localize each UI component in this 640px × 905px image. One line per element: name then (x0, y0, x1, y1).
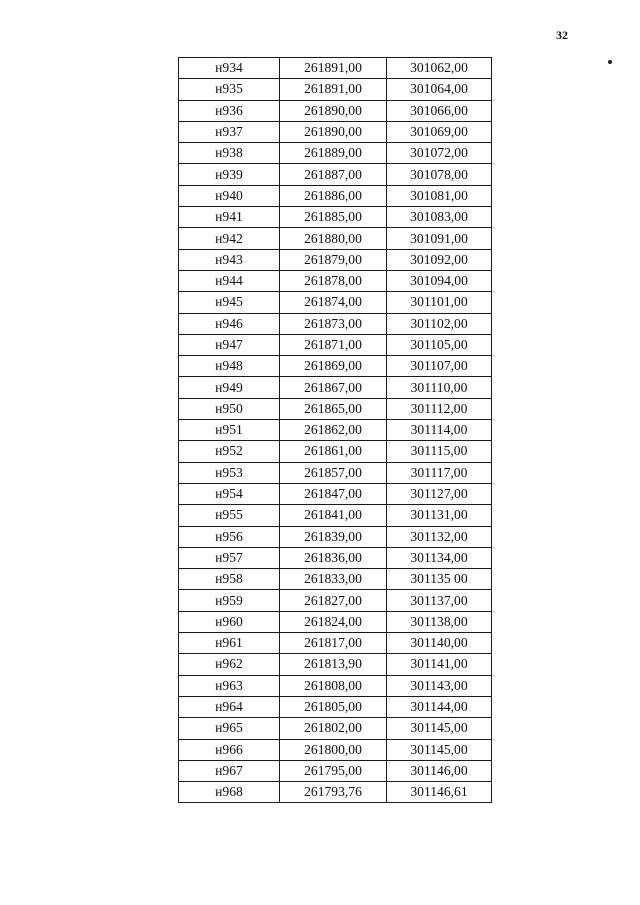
x-coordinate-cell: 261824,00 (280, 611, 387, 632)
point-id-cell: н968 (179, 782, 280, 803)
x-coordinate-cell: 261805,00 (280, 696, 387, 717)
point-id-cell: н965 (179, 718, 280, 739)
y-coordinate-cell: 301127,00 (387, 483, 492, 504)
point-id-cell: н952 (179, 441, 280, 462)
table-row (179, 270, 492, 291)
point-id-cell: н949 (179, 377, 280, 398)
point-id-cell: н936 (179, 100, 280, 121)
table-row (179, 356, 492, 377)
x-coordinate-cell: 261880,00 (280, 228, 387, 249)
point-id-cell: н935 (179, 79, 280, 100)
table-row (179, 483, 492, 504)
point-id-cell: н962 (179, 654, 280, 675)
table-row (179, 633, 492, 654)
coordinates-table (178, 57, 492, 803)
point-id-cell: н938 (179, 143, 280, 164)
point-id-cell: н939 (179, 164, 280, 185)
table-row (179, 739, 492, 760)
table-row (179, 100, 492, 121)
y-coordinate-cell: 301134,00 (387, 547, 492, 568)
point-id-cell: н960 (179, 611, 280, 632)
y-coordinate-cell: 301101,00 (387, 292, 492, 313)
point-id-cell: н946 (179, 313, 280, 334)
point-id-cell: н948 (179, 356, 280, 377)
table-row (179, 143, 492, 164)
point-id-cell: н959 (179, 590, 280, 611)
y-coordinate-cell: 301072,00 (387, 143, 492, 164)
table-row (179, 569, 492, 590)
y-coordinate-cell: 301102,00 (387, 313, 492, 334)
x-coordinate-cell: 261839,00 (280, 526, 387, 547)
x-coordinate-cell: 261865,00 (280, 398, 387, 419)
x-coordinate-cell: 261873,00 (280, 313, 387, 334)
x-coordinate-cell: 261836,00 (280, 547, 387, 568)
y-coordinate-cell: 301145,00 (387, 739, 492, 760)
table-row (179, 228, 492, 249)
y-coordinate-cell: 301107,00 (387, 356, 492, 377)
x-coordinate-cell: 261813,90 (280, 654, 387, 675)
x-coordinate-cell: 261878,00 (280, 270, 387, 291)
y-coordinate-cell: 301132,00 (387, 526, 492, 547)
x-coordinate-cell: 261862,00 (280, 420, 387, 441)
y-coordinate-cell: 301112,00 (387, 398, 492, 419)
point-id-cell: н943 (179, 249, 280, 270)
table-row (179, 547, 492, 568)
table-row (179, 121, 492, 142)
y-coordinate-cell: 301137,00 (387, 590, 492, 611)
table-row (179, 462, 492, 483)
y-coordinate-cell: 301083,00 (387, 207, 492, 228)
x-coordinate-cell: 261833,00 (280, 569, 387, 590)
table-row (179, 292, 492, 313)
y-coordinate-cell: 301110,00 (387, 377, 492, 398)
point-id-cell: н944 (179, 270, 280, 291)
point-id-cell: н964 (179, 696, 280, 717)
table-row (179, 420, 492, 441)
x-coordinate-cell: 261841,00 (280, 505, 387, 526)
point-id-cell: н934 (179, 58, 280, 79)
y-coordinate-cell: 301131,00 (387, 505, 492, 526)
x-coordinate-cell: 261867,00 (280, 377, 387, 398)
point-id-cell: н966 (179, 739, 280, 760)
x-coordinate-cell: 261795,00 (280, 760, 387, 781)
x-coordinate-cell: 261891,00 (280, 79, 387, 100)
y-coordinate-cell: 301140,00 (387, 633, 492, 654)
x-coordinate-cell: 261889,00 (280, 143, 387, 164)
x-coordinate-cell: 261827,00 (280, 590, 387, 611)
y-coordinate-cell: 301078,00 (387, 164, 492, 185)
x-coordinate-cell: 261879,00 (280, 249, 387, 270)
y-coordinate-cell: 301091,00 (387, 228, 492, 249)
table-row (179, 760, 492, 781)
x-coordinate-cell: 261847,00 (280, 483, 387, 504)
point-id-cell: н963 (179, 675, 280, 696)
point-id-cell: н954 (179, 483, 280, 504)
x-coordinate-cell: 261874,00 (280, 292, 387, 313)
x-coordinate-cell: 261857,00 (280, 462, 387, 483)
y-coordinate-cell: 301092,00 (387, 249, 492, 270)
table-row (179, 696, 492, 717)
point-id-cell: н947 (179, 334, 280, 355)
y-coordinate-cell: 301146,61 (387, 782, 492, 803)
point-id-cell: н942 (179, 228, 280, 249)
y-coordinate-cell: 301141,00 (387, 654, 492, 675)
y-coordinate-cell: 301143,00 (387, 675, 492, 696)
table-row (179, 377, 492, 398)
point-id-cell: н967 (179, 760, 280, 781)
table-row (179, 164, 492, 185)
point-id-cell: н961 (179, 633, 280, 654)
point-id-cell: н950 (179, 398, 280, 419)
point-id-cell: н941 (179, 207, 280, 228)
y-coordinate-cell: 301105,00 (387, 334, 492, 355)
table-row (179, 313, 492, 334)
x-coordinate-cell: 261808,00 (280, 675, 387, 696)
x-coordinate-cell: 261817,00 (280, 633, 387, 654)
y-coordinate-cell: 301138,00 (387, 611, 492, 632)
y-coordinate-cell: 301066,00 (387, 100, 492, 121)
table-row (179, 526, 492, 547)
table-row (179, 185, 492, 206)
y-coordinate-cell: 301144,00 (387, 696, 492, 717)
x-coordinate-cell: 261886,00 (280, 185, 387, 206)
table-row (179, 207, 492, 228)
x-coordinate-cell: 261887,00 (280, 164, 387, 185)
x-coordinate-cell: 261861,00 (280, 441, 387, 462)
x-coordinate-cell: 261869,00 (280, 356, 387, 377)
y-coordinate-cell: 301117,00 (387, 462, 492, 483)
y-coordinate-cell: 301081,00 (387, 185, 492, 206)
x-coordinate-cell: 261890,00 (280, 121, 387, 142)
x-coordinate-cell: 261885,00 (280, 207, 387, 228)
x-coordinate-cell: 261793,76 (280, 782, 387, 803)
table-row (179, 654, 492, 675)
y-coordinate-cell: 301114,00 (387, 420, 492, 441)
y-coordinate-cell: 301069,00 (387, 121, 492, 142)
table-row (179, 718, 492, 739)
table-row (179, 79, 492, 100)
table-row (179, 249, 492, 270)
table-row (179, 334, 492, 355)
table-row (179, 675, 492, 696)
table-row (179, 782, 492, 803)
y-coordinate-cell: 301146,00 (387, 760, 492, 781)
dot-mark (608, 60, 612, 64)
point-id-cell: н953 (179, 462, 280, 483)
table-row (179, 611, 492, 632)
table-row (179, 398, 492, 419)
point-id-cell: н945 (179, 292, 280, 313)
y-coordinate-cell: 301062,00 (387, 58, 492, 79)
point-id-cell: н940 (179, 185, 280, 206)
y-coordinate-cell: 301115,00 (387, 441, 492, 462)
y-coordinate-cell: 301064,00 (387, 79, 492, 100)
y-coordinate-cell: 301094,00 (387, 270, 492, 291)
x-coordinate-cell: 261802,00 (280, 718, 387, 739)
x-coordinate-cell: 261891,00 (280, 58, 387, 79)
point-id-cell: н937 (179, 121, 280, 142)
point-id-cell: н955 (179, 505, 280, 526)
table-row (179, 58, 492, 79)
y-coordinate-cell: 301145,00 (387, 718, 492, 739)
point-id-cell: н957 (179, 547, 280, 568)
x-coordinate-cell: 261871,00 (280, 334, 387, 355)
point-id-cell: н958 (179, 569, 280, 590)
point-id-cell: н951 (179, 420, 280, 441)
table-row (179, 505, 492, 526)
table-row (179, 590, 492, 611)
x-coordinate-cell: 261890,00 (280, 100, 387, 121)
page-number: 32 (556, 28, 568, 42)
point-id-cell: н956 (179, 526, 280, 547)
table-row (179, 441, 492, 462)
x-coordinate-cell: 261800,00 (280, 739, 387, 760)
coordinates-table-body (179, 58, 492, 803)
y-coordinate-cell: 301135 00 (387, 569, 492, 590)
